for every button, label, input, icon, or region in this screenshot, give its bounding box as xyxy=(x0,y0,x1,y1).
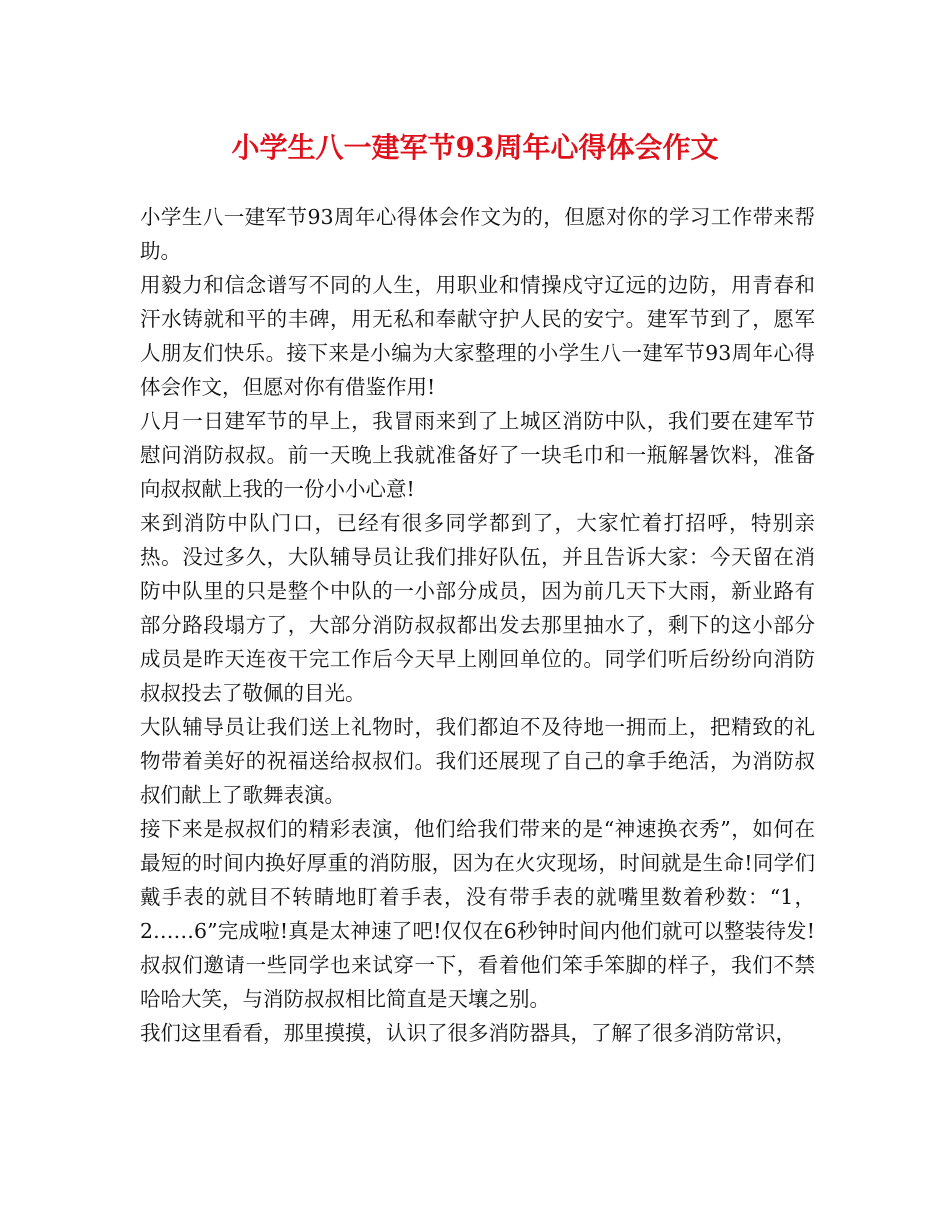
paragraph-arrival: 来到消防中队门口，已经有很多同学都到了，大家忙着打招呼，特别亲热。没过多久，大队辅导员让我们排好队伍，并且告诉大家：今天留在消防中队里的只是整个中队的一小部分成员，因为前几天下大雨，新业路有部分路段塌方了，大部分消防叔叔都出发去那里抽水了，剩下的这小部分成员是昨天连夜干完工作后今天早上刚回单位的。同学们听后纷纷向消防叔叔投去了敬佩的目光。 xyxy=(140,511,815,705)
document-title: 小学生八一建军节93周年心得体会作文 xyxy=(231,131,719,164)
paragraph-exploration: 我们这里看看，那里摸摸，认识了很多消防器具，了解了很多消防常识， xyxy=(140,1021,796,1045)
paragraph-preface: 用毅力和信念谱写不同的人生，用职业和情操戍守辽远的边防，用青春和汗水铸就和平的丰碑，用无私和奉献守护人民的安宁。建军节到了，愿军人朋友们快乐。接下来是小编为大家整理的小学生八一建军节93周年心得体会作文，但愿对你有借鉴作用! xyxy=(140,273,815,399)
paragraph-morning: 八月一日建军节的早上，我冒雨来到了上城区消防中队，我们要在建军节慰问消防叔叔。前一天晚上我就准备好了一块毛巾和一瓶解暑饮料，准备向叔叔献上我的一份小小心意! xyxy=(140,409,815,501)
document-body xyxy=(140,200,815,1050)
paragraph-intro: 小学生八一建军节93周年心得体会作文为的，但愿对你的学习工作带来帮助。 xyxy=(140,205,815,263)
paragraph-gifts: 大队辅导员让我们送上礼物时，我们都迫不及待地一拥而上，把精致的礼物带着美好的祝福送给叔叔们。我们还展现了自己的拿手绝活，为消防叔叔们献上了歌舞表演。 xyxy=(140,715,815,807)
paragraph-performance: 接下来是叔叔们的精彩表演，他们给我们带来的是“神速换衣秀”，如何在最短的时间内换好厚重的消防服，因为在火灾现场，时间就是生命!同学们戴手表的就目不转睛地盯着手表，没有带手表的就嘴里数着秒数：“1，2……6”完成啦!真是太神速了吧!仅仅在6秒钟时间内他们就可以整装待发!叔叔们邀请一些同学也来试穿一下，看着他们笨手笨脚的样子，我们不禁哈哈大笑，与消防叔叔相比简直是天壤之别。 xyxy=(140,817,815,1011)
